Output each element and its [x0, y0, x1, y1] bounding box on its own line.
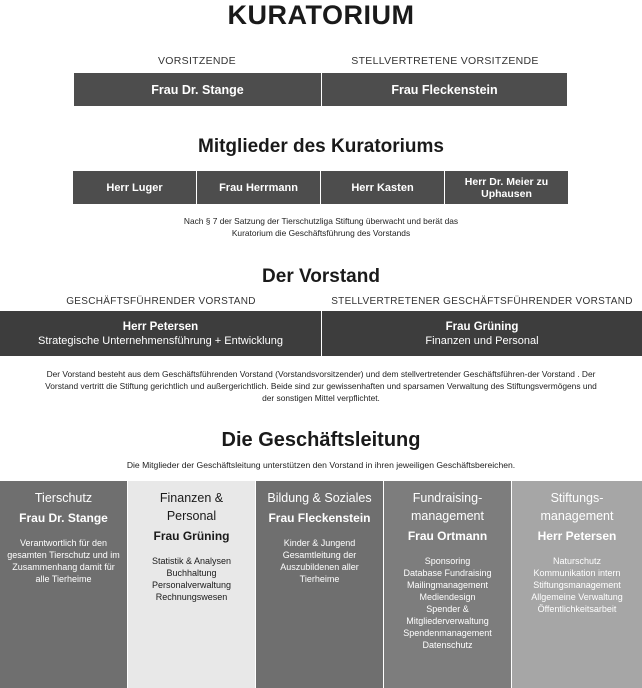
vorstand-left-desc: Strategische Unternehmensführung + Entwicklung — [38, 334, 283, 347]
member-box — [73, 171, 197, 204]
chair-name: Frau Dr. Stange — [151, 82, 244, 97]
gl-column-name: Frau Dr. Stange — [19, 511, 108, 525]
gl-column-title: Stiftungs-management — [540, 491, 614, 523]
gl-heading: Die Geschäftsleitung — [221, 429, 421, 451]
member-name: Herr Luger — [106, 181, 163, 194]
vice-chair-label: STELLVERTRETENE VORSITZENDE — [351, 55, 539, 67]
gl-item: Kommunikation intern — [533, 568, 621, 578]
member-name: Herr Kasten — [351, 181, 414, 194]
vorstand-right-desc: Finanzen und Personal — [425, 334, 539, 347]
vorstand-right-label: STELLVERTRETENER GESCHÄFTSFÜHRENDER VORSTAND — [331, 296, 633, 307]
gl-item: Öffentlichkeitsarbeit — [537, 604, 617, 614]
gl-column-items — [512, 555, 642, 615]
gl-column-bildung — [256, 481, 384, 688]
gl-column-finanzen — [128, 481, 256, 688]
gl-item: Mailingmanagement — [406, 580, 489, 590]
member-box — [197, 171, 321, 204]
gl-column-items — [384, 555, 511, 651]
gl-item: Stiftungsmanagement — [533, 580, 621, 590]
gl-item: Mediendesign — [419, 592, 476, 602]
gl-item: Statistik & Analysen — [151, 556, 232, 566]
gl-column-title: Tierschutz — [34, 491, 93, 505]
gl-column-items — [128, 555, 255, 603]
members-heading: Mitglieder des Kuratoriums — [198, 136, 444, 157]
page-title: KURATORIUM — [227, 0, 415, 30]
members-note: Nach § 7 der Satzung der Tierschutzliga Stiftung überwacht und berät das Kuratorium die Geschäftsführung des Vorstands — [183, 216, 459, 238]
gl-column-stiftung — [512, 481, 642, 688]
gl-item: Database Fundraising — [403, 568, 492, 578]
gl-subtitle: Die Mitglieder der Geschäftsleitung unterstützen den Vorstand in ihren jeweiligen Geschäftsbereichen. — [126, 460, 516, 470]
gl-item: Datenschutz — [422, 640, 473, 650]
gl-column-name: Frau Fleckenstein — [268, 511, 371, 525]
member-name: Herr Dr. Meier zu Uphausen — [464, 175, 549, 200]
vorstand-note: Der Vorstand besteht aus dem Geschäftsführenden Vorstand (Vorstandsvorsitzender) und dem stellvertretender Geschäftsführen-der Vorstand . Der Vorstand vertritt die Stiftung gerichtlich und außergerichtlich. Beide sind zur gewissenhaften und sparsamen Verwaltung des Stiftungsvermögens und der sonstigen Mittel verpflichtet. — [45, 369, 597, 403]
vice-chair-name: Frau Fleckenstein — [391, 82, 498, 97]
vorstand-left-box — [0, 311, 322, 356]
gl-column-title: Bildung & Soziales — [267, 491, 372, 505]
gl-column-tierschutz — [0, 481, 128, 688]
gl-column-name: Herr Petersen — [537, 529, 617, 543]
vorstand-left-label: GESCHÄFTSFÜHRENDER VORSTAND — [66, 296, 256, 307]
gl-item: Spender & — [426, 604, 469, 614]
gl-column-name: Frau Grüning — [153, 529, 230, 543]
chair-label: VORSITZENDE — [158, 55, 236, 67]
gl-item: Allgemeine Verwaltung — [531, 592, 623, 602]
gl-column-fundraising — [384, 481, 512, 688]
gl-item: Mitgliederverwaltung — [406, 616, 489, 626]
vice-chair-box — [322, 73, 568, 106]
gl-item: Kinder & Jungend Gesamtleitung der Auszubildenen aller Tierheime — [280, 538, 359, 584]
gl-item: Spendenmanagement — [403, 628, 492, 638]
gl-column-title: Fundraising-management — [411, 491, 484, 523]
gl-item: Rechnungswesen — [155, 592, 228, 602]
gl-column-items — [0, 537, 127, 585]
gl-column-title: Finanzen & Personal — [159, 491, 224, 523]
gl-column-name: Frau Ortmann — [407, 529, 488, 543]
vorstand-right-box — [322, 311, 642, 356]
gl-item: Naturschutz — [552, 556, 602, 566]
gl-item: Personalverwaltung — [151, 580, 232, 590]
member-name: Frau Herrmann — [219, 181, 298, 194]
member-box — [445, 171, 569, 204]
member-box — [321, 171, 445, 204]
gl-item: Sponsoring — [424, 556, 471, 566]
chair-box — [74, 73, 322, 106]
vorstand-left-name: Herr Petersen — [122, 320, 199, 333]
gl-item: Buchhaltung — [166, 568, 217, 578]
gl-column-items — [256, 537, 383, 585]
vorstand-right-name: Frau Grüning — [445, 320, 519, 333]
vorstand-heading: Der Vorstand — [262, 266, 380, 287]
gl-item: Verantwortlich für den gesamten Tierschutz und im Zusammenhang damit für alle Tierheime — [7, 538, 120, 584]
